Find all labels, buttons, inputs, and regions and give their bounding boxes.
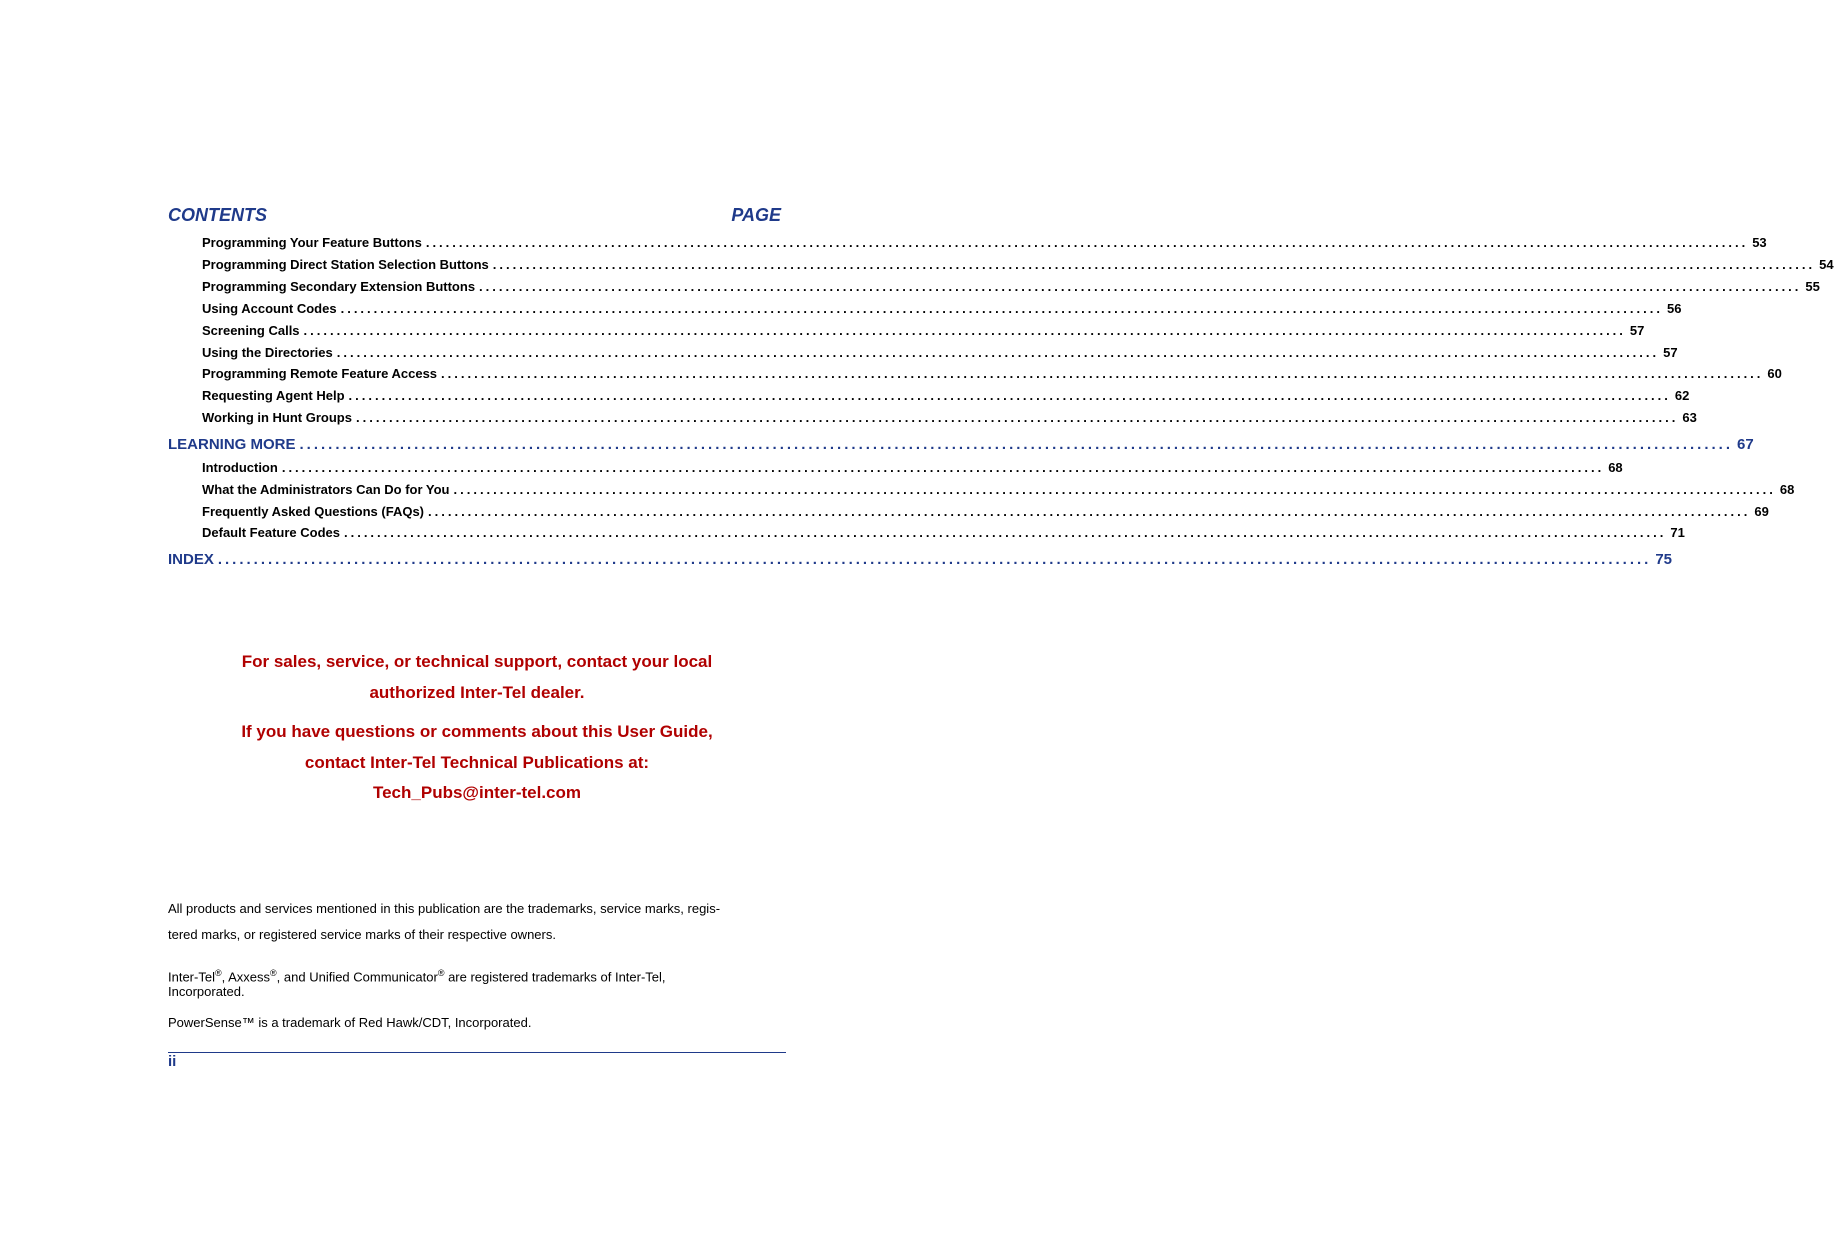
- toc-entry[interactable]: [202, 323, 1645, 338]
- registered-name-intertel: Inter-Tel: [168, 969, 215, 985]
- toc-entry-title: Working in Hunt Groups: [202, 410, 352, 425]
- registered-trademarks-notice: [168, 966, 666, 999]
- toc-entry-page: 71: [1670, 525, 1685, 540]
- toc-entry-title: Screening Calls: [202, 323, 300, 338]
- toc-entry-title: Programming Direct Station Selection Buttons: [202, 257, 489, 272]
- toc-entry[interactable]: [202, 388, 1690, 403]
- toc-leader-dots: ........................................................................................................................................................................................................: [425, 235, 1749, 250]
- toc-entry[interactable]: [202, 460, 1623, 475]
- page-heading: PAGE: [731, 205, 781, 225]
- toc-leader-dots: ........................................................................................................................................................................................................: [343, 525, 1667, 540]
- toc-leader-dots: ........................................................................................................................................................................................................: [336, 345, 1660, 360]
- toc-entry-page: 68: [1608, 460, 1623, 475]
- toc-entry-page: 75: [1655, 551, 1673, 568]
- toc-entry[interactable]: [168, 436, 1754, 453]
- toc-leader-dots: ........................................................................................................................................................................................................: [479, 279, 1802, 294]
- toc-entry-page: 62: [1674, 388, 1690, 403]
- toc-entry-title: Using the Directories: [202, 345, 333, 360]
- toc-entry[interactable]: [202, 279, 1820, 294]
- toc-entry-page: 60: [1767, 366, 1782, 381]
- toc-entry-page: 63: [1682, 410, 1697, 425]
- toc-entry-page: 56: [1666, 301, 1682, 316]
- registered-notice-text: are registered trademarks of Inter-Tel,: [444, 969, 666, 985]
- toc-entry-title: Introduction: [202, 460, 278, 475]
- toc-entry[interactable]: [202, 257, 1834, 272]
- toc-entry[interactable]: [202, 366, 1782, 381]
- toc-entry-title: LEARNING MORE: [168, 436, 296, 453]
- toc-entry-title: What the Administrators Can Do for You: [202, 482, 450, 497]
- registered-name-axxess: , Axxess: [221, 969, 271, 985]
- contact-line-2: authorized Inter-Tel dealer.: [369, 683, 585, 702]
- toc-entry[interactable]: [168, 551, 1673, 568]
- toc-leader-dots: ........................................................................................................................................................................................................: [492, 257, 1816, 272]
- registered-notice-text-end: Incorporated.: [168, 984, 245, 1000]
- contact-line-1: For sales, service, or technical support, contact your local: [241, 652, 713, 671]
- toc-entry-title: Default Feature Codes: [202, 525, 340, 540]
- toc-entry-title: Frequently Asked Questions (FAQs): [202, 504, 425, 519]
- toc-leader-dots: ........................................................................................................................................................................................................: [340, 301, 1663, 316]
- powersense-notice: PowerSense™ is a trademark of Red Hawk/CDT, Incorporated.: [168, 1015, 532, 1030]
- toc-leader-dots: ........................................................................................................................................................................................................: [299, 436, 1733, 453]
- toc-leader-dots: ........................................................................................................................................................................................................: [355, 410, 1679, 425]
- toc-entry-title: Programming Your Feature Buttons: [202, 235, 422, 250]
- contents-heading: CONTENTS: [168, 205, 267, 225]
- toc-entry[interactable]: [202, 345, 1678, 360]
- toc-leader-dots: ........................................................................................................................................................................................................: [303, 323, 1626, 338]
- toc-leader-dots: ........................................................................................................................................................................................................: [217, 551, 1652, 568]
- trademarks-notice-line-2: tered marks, or registered service marks of their respective owners.: [168, 927, 556, 942]
- contact-line-4: contact Inter-Tel Technical Publications at:: [304, 753, 650, 772]
- registered-name-unified-communicator: , and Unified Communicator: [276, 969, 438, 985]
- toc-entry-title: Programming Secondary Extension Buttons: [202, 279, 476, 294]
- toc-entry-title: INDEX: [168, 551, 214, 568]
- toc-entry-page: 57: [1629, 323, 1645, 338]
- registered-symbol: ®: [214, 968, 222, 978]
- toc-leader-dots: ........................................................................................................................................................................................................: [428, 504, 1751, 519]
- toc-entry[interactable]: [202, 504, 1769, 519]
- contact-line-3: If you have questions or comments about this User Guide,: [241, 722, 713, 741]
- toc-leader-dots: ........................................................................................................................................................................................................: [281, 460, 1605, 475]
- toc-entry-title: Requesting Agent Help: [202, 388, 345, 403]
- toc-leader-dots: ........................................................................................................................................................................................................: [441, 366, 1764, 381]
- page-number: ii: [168, 1053, 177, 1070]
- toc-entry-title: Programming Remote Feature Access: [202, 366, 438, 381]
- toc-leader-dots: ........................................................................................................................................................................................................: [453, 482, 1776, 497]
- toc-entry[interactable]: [202, 410, 1697, 425]
- toc-entry[interactable]: [202, 235, 1767, 250]
- toc-entry[interactable]: [202, 525, 1685, 540]
- toc-entry-page: 53: [1752, 235, 1767, 250]
- toc-entry-page: 69: [1754, 504, 1769, 519]
- footer-rule: [168, 1052, 786, 1053]
- toc-entry-page: 54: [1819, 257, 1834, 272]
- toc-leader-dots: ........................................................................................................................................................................................................: [348, 388, 1671, 403]
- toc-entry-page: 57: [1663, 345, 1678, 360]
- toc-entry-title: Using Account Codes: [202, 301, 337, 316]
- contact-email[interactable]: Tech_Pubs@inter-tel.com: [372, 783, 582, 802]
- toc-entry-page: 67: [1737, 436, 1754, 453]
- toc-entry-page: 68: [1779, 482, 1795, 497]
- toc-entry[interactable]: [202, 301, 1682, 316]
- trademarks-notice-line-1: All products and services mentioned in this publication are the trademarks, service marks, regis-: [168, 901, 721, 916]
- registered-symbol: ®: [270, 968, 277, 978]
- toc-entry[interactable]: [202, 482, 1795, 497]
- registered-symbol: ®: [437, 968, 445, 978]
- toc-entry-page: 55: [1805, 279, 1820, 294]
